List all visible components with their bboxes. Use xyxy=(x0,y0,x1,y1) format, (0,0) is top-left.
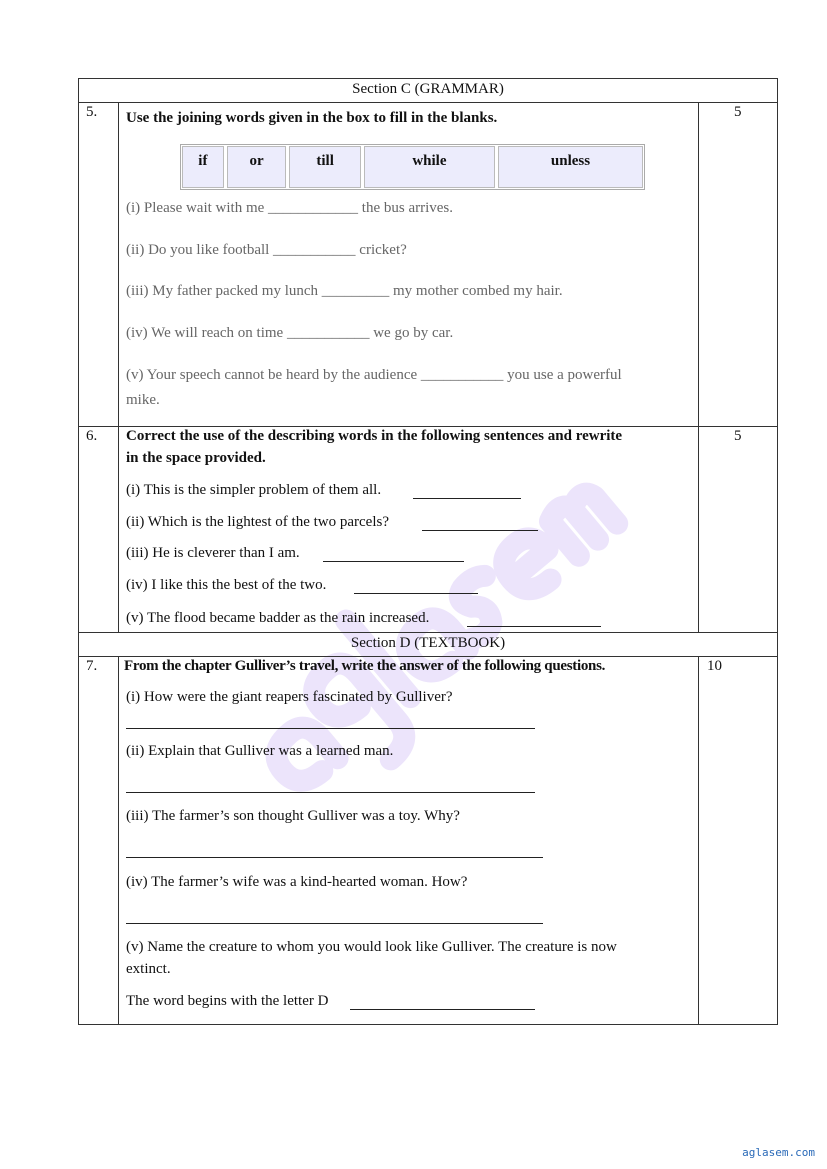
question-item: (iv) I like this the best of the two. xyxy=(126,577,327,593)
table-border xyxy=(78,78,79,1024)
word-cell: or xyxy=(227,146,287,188)
question-item: The word begins with the letter D xyxy=(126,993,329,1009)
question-item: (iii) He is cleverer than I am. xyxy=(126,545,300,561)
question-item: (iii) The farmer’s son thought Gulliver was a toy. Why? xyxy=(126,808,460,824)
question-item: (iii) My father packed my lunch _________ my mother combed my hair. xyxy=(126,283,563,299)
row-divider xyxy=(78,632,778,633)
question-item: (iv) The farmer’s wife was a kind-hearted woman. How? xyxy=(126,874,468,890)
word-cell: while xyxy=(364,146,495,188)
question-item: (i) How were the giant reapers fascinated by Gulliver? xyxy=(126,689,453,705)
question-item: (v) Name the creature to whom you would look like Gulliver. The creature is now xyxy=(126,939,617,955)
question-marks: 10 xyxy=(707,658,722,674)
row-divider xyxy=(78,102,778,103)
word-cell: unless xyxy=(498,146,643,188)
answer-line[interactable] xyxy=(354,593,478,594)
table-border xyxy=(777,78,778,1024)
question-marks: 5 xyxy=(734,104,742,120)
answer-line[interactable] xyxy=(126,728,535,729)
answer-line[interactable] xyxy=(126,923,543,924)
question-item: (v) The flood became badder as the rain increased. xyxy=(126,610,430,626)
question-prompt: From the chapter Gulliver’s travel, write the answer of the following questions. xyxy=(124,658,606,674)
question-number: 7. xyxy=(86,658,98,674)
word-box xyxy=(180,144,645,190)
question-item: (ii) Do you like football ___________ cricket? xyxy=(126,242,407,258)
word-cell: if xyxy=(182,146,224,188)
answer-line[interactable] xyxy=(350,1009,535,1010)
question-item: (iv) We will reach on time ___________ we go by car. xyxy=(126,325,454,341)
col-divider xyxy=(118,656,119,1024)
col-divider xyxy=(698,656,699,1024)
answer-line[interactable] xyxy=(413,498,521,499)
table-border xyxy=(78,78,778,79)
question-item: (v) Your speech cannot be heard by the audience ___________ you use a powerful xyxy=(126,367,622,383)
word-cell: till xyxy=(289,146,361,188)
answer-line[interactable] xyxy=(467,626,601,627)
question-prompt: Use the joining words given in the box to fill in the blanks. xyxy=(126,110,498,126)
footer-link[interactable]: aglasem.com xyxy=(742,1146,815,1159)
answer-line[interactable] xyxy=(126,857,543,858)
question-marks: 5 xyxy=(734,428,742,444)
question-prompt: in the space provided. xyxy=(126,450,266,466)
question-number: 6. xyxy=(86,428,98,444)
question-item: mike. xyxy=(126,392,160,408)
question-item: extinct. xyxy=(126,961,171,977)
table-border xyxy=(78,1024,778,1025)
section-c-heading: Section C (GRAMMAR) xyxy=(352,81,504,97)
question-prompt: Correct the use of the describing words in the following sentences and rewrite xyxy=(126,428,623,444)
question-item: (i) This is the simpler problem of them all. xyxy=(126,482,382,498)
col-divider xyxy=(118,102,119,632)
col-divider xyxy=(698,102,699,632)
question-item: (i) Please wait with me ____________ the bus arrives. xyxy=(126,200,454,216)
answer-line[interactable] xyxy=(323,561,464,562)
row-divider xyxy=(78,426,778,427)
question-item: (ii) Explain that Gulliver was a learned man. xyxy=(126,743,394,759)
question-item: (ii) Which is the lightest of the two parcels? xyxy=(126,514,389,530)
answer-line[interactable] xyxy=(126,792,535,793)
section-d-heading: Section D (TEXTBOOK) xyxy=(350,635,506,651)
row-divider xyxy=(78,656,778,657)
answer-line[interactable] xyxy=(422,530,538,531)
question-number: 5. xyxy=(86,104,98,120)
